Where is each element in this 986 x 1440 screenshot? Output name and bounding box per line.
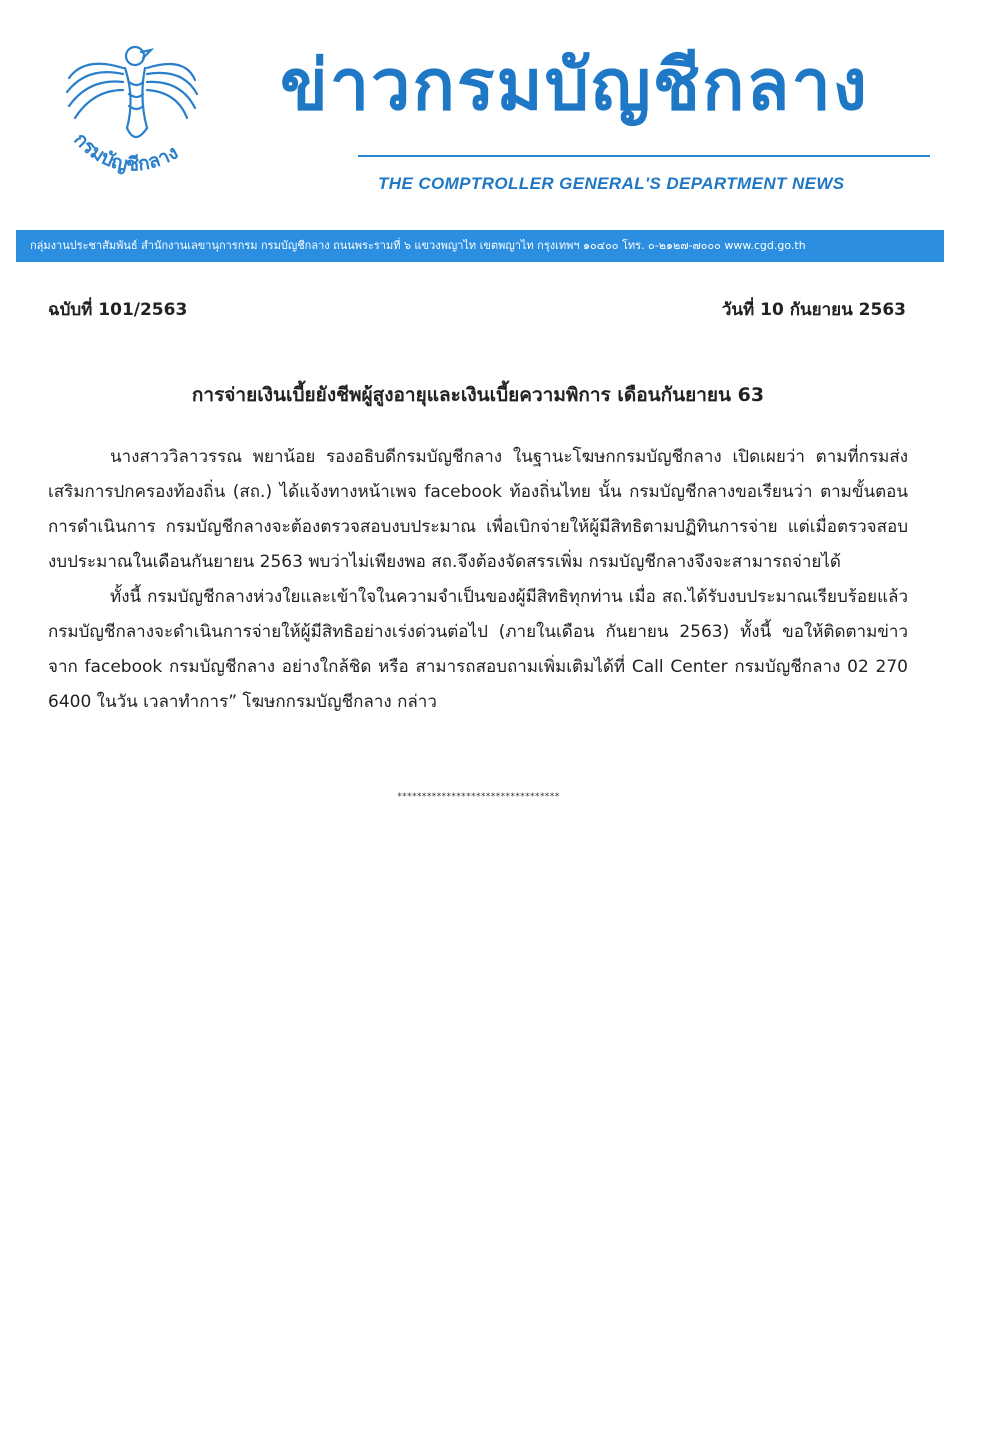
garuda-logo (55, 38, 205, 188)
masthead-divider (358, 155, 930, 157)
masthead-title: ข่าวกรมบัญชีกลาง (280, 44, 869, 126)
address-bar: กลุ่มงานประชาสัมพันธ์ สำนักงานเลขานุการกรม กรมบัญชีกลาง ถนนพระรามที่ ๖ แขวงพญาไท เขตพญาไท กรุงเทพฯ ๑๐๔๐๐ โทร. ๐-๒๑๒๗-๗๐๐๐ www.cgd.go.th (16, 230, 944, 262)
body-paragraph: ทั้งนี้ กรมบัญชีกลางห่วงใยและเข้าใจในความจำเป็นของผู้มีสิทธิทุกท่าน เมื่อ สถ.ได้รับงบประมาณเรียบร้อยแล้ว กรมบัญชีกลางจะดำเนินการจ่ายให้ผู้มีสิทธิอย่างเร่งด่วนต่อไป (ภายในเดือน กันยายน 2563) ทั้งนี้ ขอให้ติดตามข่าวจาก facebook กรมบัญชีกลาง อย่างใกล้ชิด หรือ สามารถสอบถามเพิ่มเติมได้ที่ Call Center กรมบัญชีกลาง 02 270 6400 ในวัน เวลาทำการ” โฆษกกรมบัญชีกลาง กล่าว (48, 587, 908, 712)
end-marker: ********************************* (396, 792, 560, 802)
logo-arc-text: กรมบัญชีกลาง (69, 128, 182, 176)
news-body (48, 440, 908, 720)
news-headline: การจ่ายเงินเบี้ยยังชีพผู้สูงอายุและเงินเบี้ยความพิการ เดือนกันยายน 63 (191, 384, 765, 406)
issue-date: วันที่ 10 กันยายน 2563 (721, 300, 906, 320)
issue-number: ฉบับที่ 101/2563 (48, 300, 188, 320)
body-paragraph: นางสาววิลาวรรณ พยาน้อย รองอธิบดีกรมบัญชีกลาง ในฐานะโฆษกกรมบัญชีกลาง เปิดเผยว่า ตามที่กรมส่งเสริมการปกครองท้องถิ่น (สถ.) ได้แจ้งทางหน้าเพจ facebook ท้องถิ่นไทย นั้น กรมบัญชีกลางขอเรียนว่า ตามขั้นตอนการดำเนินการ กรมบัญชีกลางจะต้องตรวจสอบงบประมาณ เพื่อเบิกจ่ายให้ผู้มีสิทธิตามปฏิทินการจ่าย แต่เมื่อตรวจสอบงบประมาณในเดือนกันยายน 2563 พบว่าไม่เพียงพอ สถ.จึงต้องจัดสรรเพิ่ม กรมบัญชีกลางจึงจะสามารถจ่ายได้ (48, 447, 908, 572)
masthead-subtitle: THE COMPTROLLER GENERAL'S DEPARTMENT NEWS (378, 174, 845, 193)
svg-text:กรมบัญชีกลาง (69, 128, 181, 175)
